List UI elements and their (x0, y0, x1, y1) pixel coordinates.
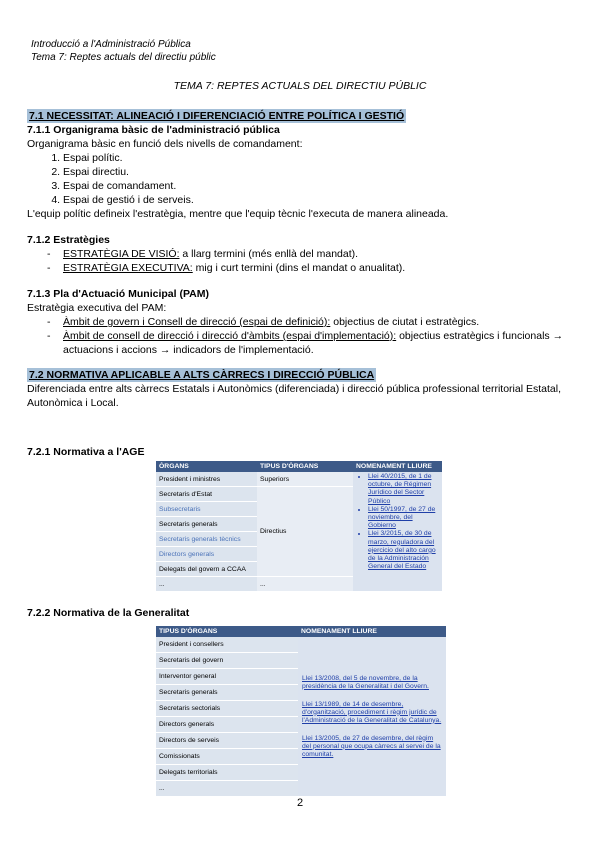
organ-cell: ... (156, 577, 257, 592)
type-cell: ... (257, 577, 353, 592)
organ-cell: Secretaris generals tècnics (156, 532, 257, 547)
organ-cell: Comissionats (156, 749, 298, 765)
term: ESTRATÈGIA DE VISIÓ: (63, 248, 180, 260)
organ-cell: Directors generals (156, 547, 257, 562)
definition: objectius de ciutat i estratègics. (330, 316, 480, 328)
section-7-2-heading: 7.2 NORMATIVA APLICABLE A ALTS CÀRRECS I DIRECCIÓ PÚBLICA (29, 369, 375, 381)
running-header (31, 38, 216, 64)
law-link[interactable]: Llei 13/1989, de 14 de desembre, d'organització, procediment i règim jurídic de l'Administració de la Generalitat de Catalunya. (302, 700, 442, 724)
list-item (63, 315, 577, 329)
pam-list (27, 315, 577, 357)
organ-cell: Interventor general (156, 669, 298, 685)
strategies-list (27, 247, 577, 275)
term: Àmbit de govern i Consell de direcció (espai de definició): (63, 316, 331, 328)
term: ESTRATÈGIA EXECUTIVA: (63, 262, 193, 274)
organ-cell: Directors generals (156, 717, 298, 733)
organ-cell: Secretaris del govern (156, 653, 298, 669)
section-7-1-2-heading: 7.1.2 Estratègies (27, 234, 110, 246)
table-header-row (156, 461, 442, 472)
table-header-row (156, 626, 446, 637)
law-link[interactable]: Llei 13/2005, de 27 de desembre, del règim del personal que ocupa càrrecs al servei de la comunitat. (302, 734, 441, 758)
organigram-outro: L'equip polític defineix l'estratègia, mentre que l'equip tècnic l'executa de manera alineada. (27, 208, 449, 220)
organ-cell: President i consellers (156, 637, 298, 653)
organ-cell: Secretaris sectorials (156, 701, 298, 717)
organ-cell: Delegats territorials (156, 765, 298, 781)
organ-cell: Directors de serveis (156, 733, 298, 749)
column-header: TIPUS D'ÒRGANS (156, 626, 298, 637)
table-row (156, 472, 442, 487)
definition: a llarg termini (més enllà del mandat). (179, 248, 359, 260)
section-7-1-1-heading: 7.1.1 Organigrama bàsic de l'administració pública (27, 124, 280, 136)
definition: objectius estratègics i funcionals → actuacions i accions → indicadors de l'implementació. (63, 330, 564, 356)
table-row (156, 637, 446, 653)
document-title: TEMA 7: REPTES ACTUALS DEL DIRECTIU PÚBLIC (173, 80, 427, 92)
organ-cell: President i ministres (156, 472, 257, 487)
section-7-2-1-heading: 7.2.1 Normativa a l'AGE (27, 446, 145, 458)
generalitat-table (156, 626, 446, 797)
organ-cell: Secretaris generals (156, 685, 298, 701)
organ-cell: Secretaris generals (156, 517, 257, 532)
laws-cell (353, 472, 442, 592)
type-cell: Superiors (257, 472, 353, 487)
organ-cell: ... (156, 781, 298, 797)
column-header: NOMENAMENT LLIURE (353, 461, 442, 472)
column-header: NOMENAMENT LLIURE (298, 626, 446, 637)
list-item (63, 247, 577, 261)
organ-cell: Secretaris d'Estat (156, 487, 257, 502)
column-header: ÒRGANS (156, 461, 257, 472)
law-link[interactable]: Llei 3/2015, de 30 de marzo, reguladora del ejercicio del alto cargo de la Administración General del Estado (368, 530, 436, 571)
definition: mig i curt termini (dins el mandat o anualitat). (192, 262, 406, 274)
age-table (156, 461, 442, 592)
list-item (63, 329, 577, 357)
organigram-intro: Organigrama bàsic en funció dels nivells de comandament: (27, 138, 303, 150)
type-cell: Directius (257, 487, 353, 577)
normativa-intro: Diferenciada entre alts càrrecs Estatals i Autonòmics (diferenciada) i direcció pública professional territorial Estatal, Autonòmica i Local. (27, 383, 561, 409)
document-body (27, 106, 577, 410)
organ-cell: Delegats del govern a CCAA (156, 562, 257, 577)
header-course: Introducció a l'Administració Pública (31, 39, 191, 50)
laws-cell (298, 637, 446, 797)
header-topic: Tema 7: Reptes actuals del directiu públic (31, 52, 216, 63)
list-item: 4. Espai de gestió i de serveis. (63, 193, 577, 207)
law-link[interactable]: Llei 13/2008, del 5 de novembre, de la presidència de la Generalitat i del Govern. (302, 674, 429, 690)
section-7-1-3-heading: 7.1.3 Pla d'Actuació Municipal (PAM) (27, 288, 210, 300)
organ-cell: Subsecretaris (156, 502, 257, 517)
column-header: TIPUS D'ÒRGANS (257, 461, 353, 472)
term: Àmbit de consell de direcció i direcció d'àmbits (espai d'implementació): (63, 330, 397, 342)
law-link[interactable]: Llei 50/1997, de 27 de noviembre, del Gobierno (368, 505, 436, 530)
list-item (63, 261, 577, 275)
organigram-list (27, 151, 577, 207)
pam-intro: Estratègia executiva del PAM: (27, 302, 167, 314)
list-item: 1. Espai polític. (63, 151, 577, 165)
section-7-2-2-heading: 7.2.2 Normativa de la Generalitat (27, 607, 190, 619)
list-item: 3. Espai de comandament. (63, 179, 577, 193)
law-link[interactable]: Llei 40/2015, de 1 de octubre, de Régimen Jurídico del Sector Público (368, 473, 432, 505)
page-number: 2 (296, 797, 304, 809)
section-7-1-heading: 7.1 NECESSITAT: ALINEACIÓ I DIFERENCIACIÓ ENTRE POLÍTICA I GESTIÓ (29, 110, 405, 122)
list-item: 2. Espai directiu. (63, 165, 577, 179)
